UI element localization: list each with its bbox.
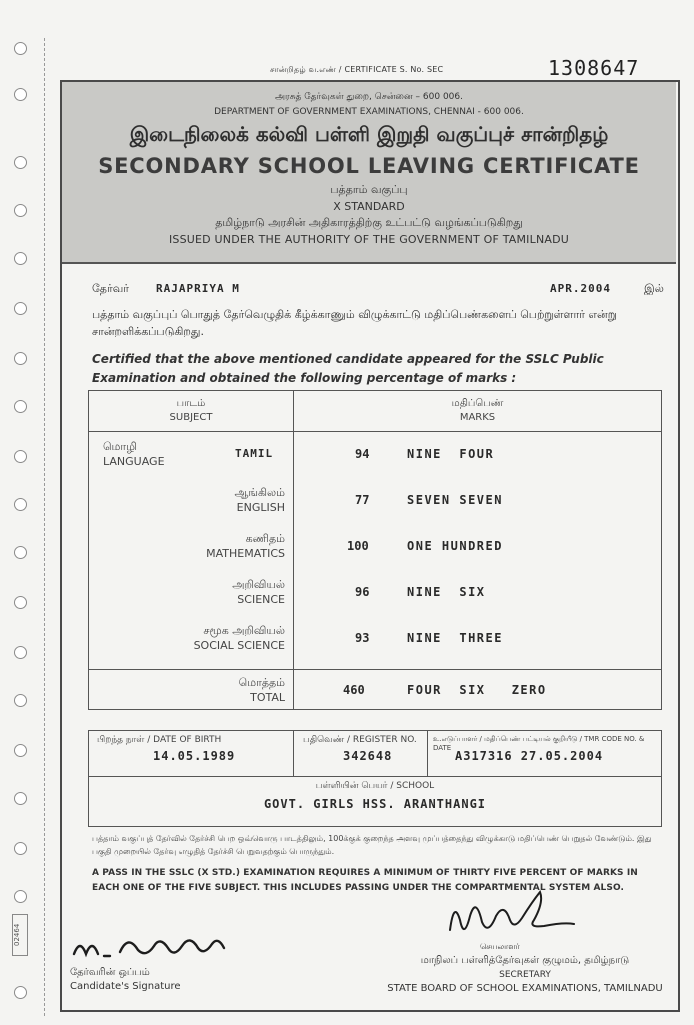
authority-tamil: தமிழ்நாடு அரசின் அதிகாரத்திற்கு உட்பட்டு வழங்கப்படுகிறது (215, 216, 523, 229)
tmr-label: உ.எடுப்பாளர் / மதிப்பெண் பட்டியல் குறியீடு / TMR CODE NO. & DATE (433, 735, 645, 752)
subject-label: சமூக அறிவியல் SOCIAL SCIENCE (193, 624, 285, 652)
subject-label: மொழி LANGUAGE (103, 440, 165, 468)
candidate-name: RAJAPRIYA M (156, 282, 240, 295)
mark-number: 100 (347, 539, 369, 553)
candidate-suffix: இல் (644, 282, 664, 295)
standard-english: X STANDARD (333, 200, 405, 213)
candidate-line (92, 282, 662, 298)
title-english: SECONDARY SCHOOL LEAVING CERTIFICATE (98, 154, 640, 178)
language-name: TAMIL (235, 447, 274, 460)
serial-number: 1308647 (548, 56, 640, 80)
exam-session: APR.2004 (550, 282, 611, 295)
mark-words: NINE THREE (407, 631, 503, 645)
tmr-value: A317316 27.05.2004 (455, 749, 604, 763)
subject-header: பாடம் SUBJECT (169, 398, 213, 423)
table-row (89, 623, 661, 663)
table-row (89, 577, 661, 617)
candidate-signature-block (70, 932, 290, 1002)
pass-note-english: A PASS IN THE SSLC (X STD.) EXAMINATION REQUIRES A MINIMUM OF THIRTY FIVE PERCENT OF MARKS IN EACH ONE OF THE FIVE SUBJECT. THIS INCLUDES PASSING UNDER THE COMPARTMENTAL SYSTEM ALSO. (92, 868, 638, 893)
authority-english: ISSUED UNDER THE AUTHORITY OF THE GOVERNMENT OF TAMILNADU (168, 233, 570, 246)
side-code: 02464 (12, 914, 28, 956)
candidate-signature (70, 932, 270, 962)
mark-number: 94 (355, 447, 370, 461)
binder-holes (14, 40, 32, 1010)
mark-number: 93 (355, 631, 370, 645)
table-row (89, 485, 661, 525)
mark-words: NINE SIX (407, 585, 486, 599)
mark-words: ONE HUNDRED (407, 539, 503, 553)
candidate-prefix: தேர்வர் (92, 282, 129, 295)
standard-tamil: பத்தாம் வகுப்பு (330, 183, 408, 196)
candidate-sign-label-en: Candidate's Signature (70, 981, 181, 992)
secretary-signature-block (380, 890, 670, 1000)
serial-label: சான்றிதழ் வ.எண் / CERTIFICATE S. No. SEC (270, 65, 444, 74)
table-row (89, 439, 661, 479)
school-label: பள்ளியின் பெயர் / SCHOOL (315, 781, 435, 791)
secretary-small-ta: செயலாளர் (480, 942, 520, 951)
dob-value: 14.05.1989 (153, 749, 236, 763)
candidate-sign-label-ta: தேர்வரின் ஒப்பம் (70, 967, 150, 978)
board-tamil: மாநிலப் பள்ளித்தேர்வுகள் குழுமம், தமிழ்நாடு (420, 955, 630, 966)
register-value: 342648 (343, 749, 393, 763)
marks-table (88, 390, 662, 710)
total-label: மொத்தம் TOTAL (238, 676, 285, 704)
certification-tamil: பத்தாம் வகுப்புப் பொதுத் தேர்வெழுதிக் கீழ்க்காணும் விழுக்காட்டு மதிப்பெண்களைப் பெற்றுள்ளார் என்று சான்றளிக்கப்படுகிறது. (92, 308, 617, 338)
board-english: STATE BOARD OF SCHOOL EXAMINATIONS, TAMILNADU (387, 983, 663, 994)
serial-row (270, 56, 670, 80)
title-tamil: இடைநிலைக் கல்வி பள்ளி இறுதி வகுப்புச் சான்றிதழ் (129, 122, 609, 146)
subject-label: ஆங்கிலம் ENGLISH (234, 486, 285, 514)
mark-number: 77 (355, 493, 370, 507)
total-words: FOUR SIX ZERO (407, 683, 547, 697)
mark-words: NINE FOUR (407, 447, 495, 461)
pass-note-tamil: பத்தாம் வகுப்புத் தேர்வில் தேர்ச்சி பெற ஒவ்வொரு பாடத்திலும், 100க்குக் குறைந்த அளவு முப்பத்தைந்து விழுக்காடு மதிப்பெண் பெறுதல் வேண்டும். இது பகுதி முறையில் தேர்வு எழுதித் தேர்ச்சி பெறுவதற்கும் பொருந்தும். (92, 834, 652, 856)
dob-label: பிறந்த நாள் / DATE OF BIRTH (97, 735, 222, 745)
total-number: 460 (343, 683, 365, 697)
subject-label: கணிதம் MATHEMATICS (206, 532, 285, 560)
register-label: பதிவெண் / REGISTER NO. (303, 735, 417, 745)
marks-header: மதிப்பெண் MARKS (451, 398, 504, 423)
total-row (89, 675, 661, 715)
school-value: GOVT. GIRLS HSS. ARANTHANGI (263, 797, 487, 811)
certification-english: Certified that the above mentioned candidate appeared for the SSLC Public Examination and obtained the following percentage of marks : (92, 352, 604, 385)
subject-label: அறிவியல் SCIENCE (232, 578, 285, 606)
dept-english: DEPARTMENT OF GOVERNMENT EXAMINATIONS, CHENNAI - 600 006. (214, 107, 524, 117)
dept-tamil: அரசுத் தேர்வுகள் துறை, சென்னை – 600 006. (275, 92, 463, 102)
perforation-line (44, 38, 46, 1016)
table-row (89, 531, 661, 571)
secretary-signature (440, 890, 610, 944)
info-table (88, 730, 662, 827)
secretary-english: SECRETARY (499, 970, 551, 980)
mark-words: SEVEN SEVEN (407, 493, 503, 507)
mark-number: 96 (355, 585, 370, 599)
certificate-header (62, 82, 676, 264)
